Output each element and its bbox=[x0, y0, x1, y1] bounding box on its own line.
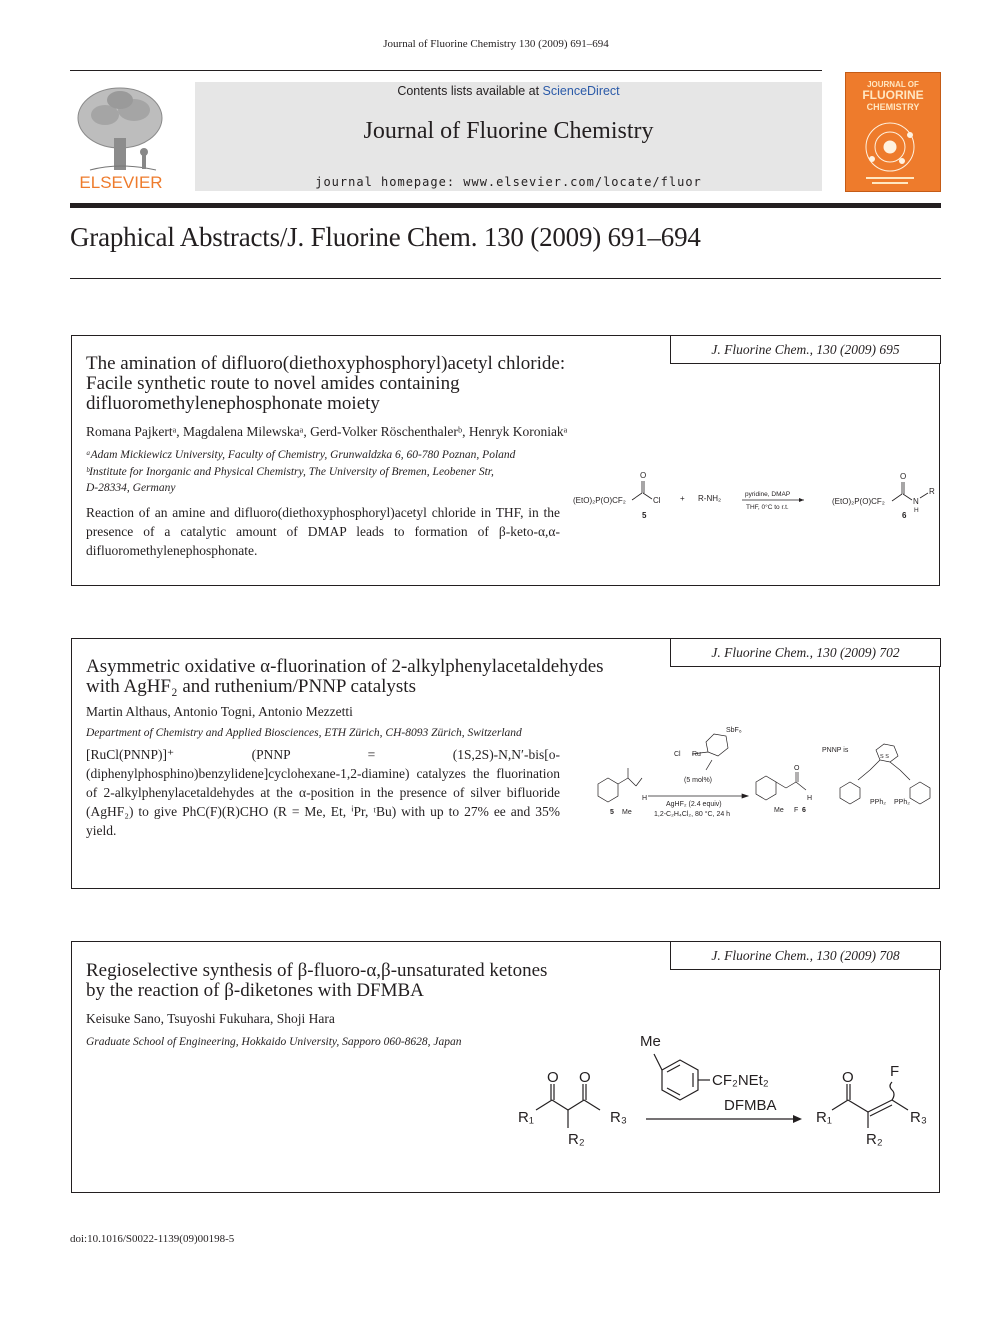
product-o: O bbox=[794, 765, 800, 772]
catalyst-loading: (5 mol%) bbox=[684, 777, 713, 784]
cover-title-2: FLUORINE bbox=[862, 88, 924, 102]
condition-1: AgHF₂ (2.4 equiv) bbox=[666, 801, 722, 808]
journal-homepage[interactable]: journal homepage: www.elsevier.com/locate/fluor bbox=[315, 175, 702, 189]
title-line: difluoromethylenephosphonate moiety bbox=[86, 393, 380, 414]
title-line: The amination of difluoro(diethoxyphosphoryl)acetyl chloride: bbox=[86, 353, 566, 374]
pph2-left: PPh₂ bbox=[870, 799, 886, 806]
cover-title-3: CHEMISTRY bbox=[866, 102, 920, 112]
contents-prefix: Contents lists available at bbox=[397, 84, 543, 98]
diketone-r1: R₁ bbox=[518, 1109, 534, 1126]
abstract-1-body: Reaction of an amine and difluoro(diethoxyphosphoryl)acetyl chloride in THF, in the presence of a catalytic amount of DMAP leads to formation of β-keto-α,α-difluoromethylenephosphonate. bbox=[86, 505, 560, 558]
title-line: Facile synthetic route to novel amides containing bbox=[86, 373, 460, 394]
abstract-3-reference[interactable]: J. Fluorine Chem., 130 (2009) 708 bbox=[670, 941, 941, 970]
sciencedirect-link[interactable]: ScienceDirect bbox=[542, 84, 620, 98]
counterion-label: SbF₆ bbox=[726, 727, 742, 734]
amide-r: R bbox=[929, 487, 935, 496]
abstract-1-authors: Romana Pajkertᵃ, Magdalena Milewskaᵃ, Gerd-Volker Röschenthalerᵇ, Henryk Koroniakᵃ bbox=[86, 424, 568, 439]
product-label: (EtO)₂P(O)CF₂ bbox=[832, 497, 885, 506]
condition-2: THF, 0°C to r.t. bbox=[746, 504, 789, 511]
product-r3: R₃ bbox=[910, 1109, 927, 1126]
affiliation-line: ᵇInstitute for Inorganic and Physical Chemistry, The University of Bremen, Leobener Str, bbox=[86, 465, 494, 478]
ru-cl-label: Cl bbox=[674, 751, 681, 758]
product-o: O bbox=[842, 1069, 854, 1086]
fluoroenone-structure bbox=[832, 1082, 908, 1128]
pnnp-is-label: PNNP is bbox=[822, 747, 849, 754]
title-line: Regioselective synthesis of β-fluoro-α,β-unsaturated ketones bbox=[86, 960, 548, 981]
product-me: Me bbox=[774, 807, 784, 814]
elsevier-logo bbox=[70, 80, 172, 192]
dfmba-label: DFMBA bbox=[724, 1097, 777, 1114]
product-r2: R₂ bbox=[866, 1131, 883, 1148]
substrate-h: H bbox=[642, 795, 648, 802]
amide-h: H bbox=[914, 507, 919, 514]
substrate-me: Me bbox=[622, 809, 632, 816]
dfmba-structure bbox=[654, 1054, 710, 1100]
reactant-label: (EtO)₂P(O)CF₂ bbox=[573, 496, 626, 505]
title-rule bbox=[70, 278, 941, 279]
product-6-structure bbox=[756, 772, 806, 800]
abstract-3-scheme bbox=[512, 1024, 936, 1154]
abstract-3-affiliation: Graduate School of Engineering, Hokkaido University, Sapporo 060-8628, Japan bbox=[86, 1036, 462, 1048]
plus-sign: + bbox=[680, 494, 685, 503]
diketone-o2: O bbox=[579, 1069, 591, 1086]
ru-label: Ru bbox=[692, 751, 701, 758]
pnnp-ligand-structure bbox=[840, 744, 930, 804]
compound-6-label: 6 bbox=[802, 807, 806, 814]
abstract-2-reference[interactable]: J. Fluorine Chem., 130 (2009) 702 bbox=[670, 638, 941, 667]
abstract-2-body: [RuCl(PNNP)]⁺ (PNNP = (1S,2S)-N,N′-bis[o-(diphenylphosphino)benzylidene]cyclohexane-1,2-diamine) catalyzes the fluorination of 2-alkylphenylacetaldehydes at the α-position in the presence of silver bifluoride (AgHF₂) to give PhC(F)(R)CHO (R = Me, Et, ⁱPr, ᵗBu) with up to 27% ee and 35% yield. bbox=[86, 747, 560, 838]
elsevier-wordmark: ELSEVIER bbox=[79, 173, 163, 192]
substrate-5-structure bbox=[598, 768, 642, 802]
masthead-top-rule bbox=[70, 70, 822, 71]
contents-line bbox=[195, 84, 822, 98]
atom-icon bbox=[866, 123, 914, 171]
affiliation-line: D-28334, Germany bbox=[86, 482, 176, 494]
stereo-label: S S bbox=[880, 754, 889, 760]
diketone-o1: O bbox=[547, 1069, 559, 1086]
diketone-r2: R₂ bbox=[568, 1131, 585, 1148]
carbonyl-o: O bbox=[640, 471, 647, 480]
diketone-r3: R₃ bbox=[610, 1109, 627, 1126]
journal-title: Journal of Fluorine Chemistry bbox=[363, 118, 654, 144]
journal-cover bbox=[845, 72, 941, 192]
doi[interactable]: doi:10.1016/S0022-1139(09)00198-5 bbox=[70, 1233, 235, 1245]
masthead-thick-rule bbox=[70, 203, 941, 208]
condition-2: 1,2-C₂H₄Cl₂, 80 °C, 24 h bbox=[654, 811, 731, 818]
amide-n: N bbox=[913, 497, 919, 506]
pph2-right: PPh₂ bbox=[894, 799, 910, 806]
chloride-label: Cl bbox=[653, 496, 661, 505]
compound-5-label: 5 bbox=[642, 511, 647, 520]
running-head: Journal of Fluorine Chemistry 130 (2009) 691–694 bbox=[383, 38, 609, 50]
dfmba-cf2net2: CF₂NEt₂ bbox=[712, 1072, 769, 1089]
abstract-2-title bbox=[86, 657, 604, 697]
title-line: Asymmetric oxidative α-fluorination of 2-alkylphenylacetaldehydes bbox=[86, 656, 604, 677]
condition-1: pyridine, DMAP bbox=[745, 491, 791, 498]
dfmba-me: Me bbox=[640, 1033, 661, 1050]
abstract-1-affiliations bbox=[86, 447, 515, 497]
tree-icon bbox=[78, 88, 162, 170]
compound-6-label: 6 bbox=[902, 511, 907, 520]
product-h: H bbox=[807, 795, 813, 802]
title-line: by the reaction of β-diketones with DFMBA bbox=[86, 980, 424, 1001]
title-line: with AgHF₂ and ruthenium/PNNP catalysts bbox=[86, 676, 416, 697]
product-r1: R₁ bbox=[816, 1109, 832, 1126]
affiliation-line: ᵃAdam Mickiewicz University, Faculty of Chemistry, Grunwaldzka 6, 60-780 Poznan, Poland bbox=[86, 449, 516, 461]
abstract-3-title bbox=[86, 961, 547, 1001]
abstract-1-title bbox=[86, 354, 565, 414]
abstract-3-authors: Keisuke Sano, Tsuyoshi Fukuhara, Shoji Hara bbox=[86, 1011, 335, 1026]
amine-label: R-NH₂ bbox=[698, 494, 722, 503]
page-title: Graphical Abstracts/J. Fluorine Chem. 130 (2009) 691–694 bbox=[70, 222, 701, 252]
compound-5-label: 5 bbox=[610, 809, 614, 816]
cover-title-1: JOURNAL OF bbox=[867, 80, 919, 89]
abstract-2-authors: Martin Althaus, Antonio Togni, Antonio Mezzetti bbox=[86, 704, 353, 719]
abstract-1-reference[interactable]: J. Fluorine Chem., 130 (2009) 695 bbox=[670, 335, 941, 364]
abstract-2-affiliation: Department of Chemistry and Applied Biosciences, ETH Zürich, CH-8093 Zürich, Switzerland bbox=[86, 727, 522, 739]
abstract-1-scheme bbox=[570, 466, 938, 524]
product-f: F bbox=[794, 807, 799, 814]
product-carbonyl-o: O bbox=[900, 472, 907, 481]
abstract-2-scheme bbox=[588, 724, 938, 824]
product-f: F bbox=[890, 1063, 900, 1080]
diketone-structure bbox=[536, 1084, 600, 1128]
